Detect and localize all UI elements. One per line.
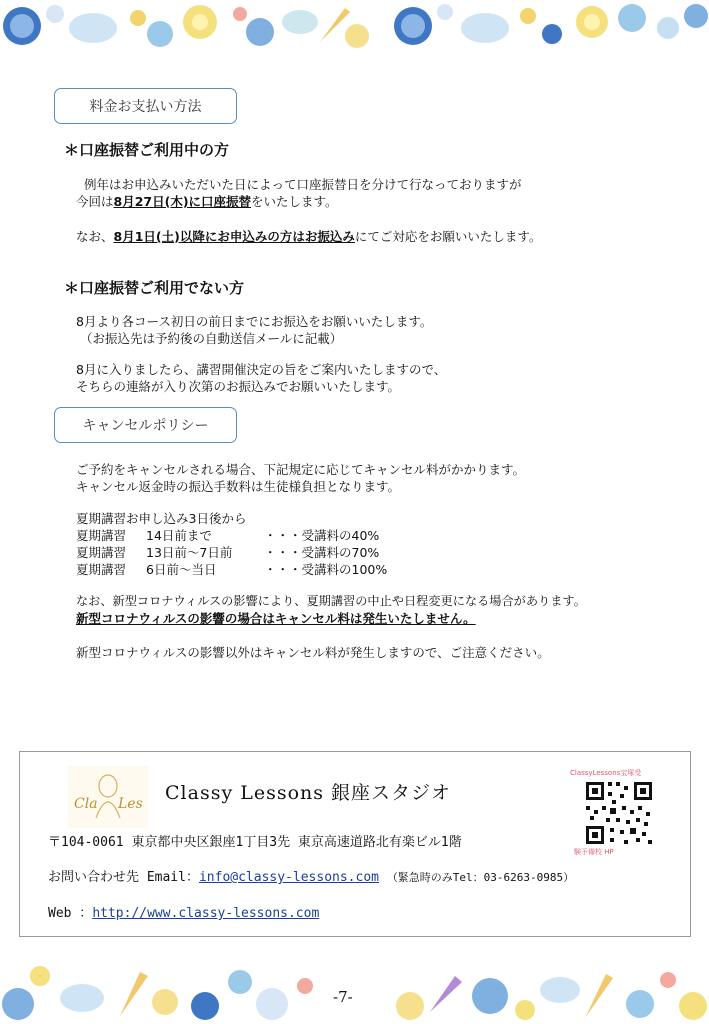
transfer-deadline-emphasis: 8月1日(土)以降にお申込みの方はお振込み: [113, 229, 355, 244]
logo-text-left: Cla: [74, 796, 98, 812]
studio-name: Classy Lessons 銀座スタジオ: [165, 782, 452, 804]
shell-illustrations: [3, 4, 708, 48]
paragraph-a1: 例年はお申込みいただいた日によって口座振替日を分けて行なっておりますが: [84, 177, 522, 192]
contact-line: [48, 866, 574, 885]
decorative-seashell-band-bottom: [0, 966, 709, 1024]
web-line: [48, 902, 319, 921]
cancel-policy-label: キャンセルポリシー: [82, 418, 209, 434]
cancel-row: 夏期講習 13日前～7日前 ・・・受講料の70%: [76, 545, 380, 560]
cancel-paragraph-2: キャンセル返金時の振込手数料は生徒様負担となります。: [76, 479, 401, 494]
emergency-tel: （緊急時のみTel：03-6263-0985）: [386, 871, 575, 884]
web-label: Web ：: [48, 906, 93, 921]
cancel-row: 夏期講習 14日前まで ・・・受講料の40%: [76, 528, 380, 543]
website-link[interactable]: http://www.classy-lessons.com: [92, 906, 320, 921]
paragraph-b4: そちらの連絡が入り次第のお振込みでお願いいたします。: [76, 379, 401, 394]
corona-note-1: なお、新型コロナウィルスの影響により、夏期講習の中止や日程変更になる場合があります。: [76, 594, 586, 608]
corona-note-2: 新型コロナウィルスの影響の場合はキャンセル料は発生いたしません。: [76, 611, 476, 626]
qr-caption-side: 験予備校 HP: [574, 848, 614, 856]
payment-method-label: 料金お支払い方法: [89, 99, 202, 115]
cancel-policy-label-box: [54, 407, 237, 443]
qr-code[interactable]: [566, 766, 676, 858]
debit-date-emphasis: 8月27日(木)に口座振替: [113, 194, 252, 209]
paragraph-b3: 8月に入りましたら、講習開催決定の旨をご案内いたしますので、: [76, 362, 447, 377]
decorative-seashell-band-top: [0, 0, 709, 56]
cancel-row: 夏期講習 6日前～当日 ・・・受講料の100%: [76, 562, 388, 577]
studio-contact-card: [19, 751, 691, 937]
email-link[interactable]: info@classy-lessons.com: [198, 870, 379, 885]
paragraph-b2: （お振込先は予約後の自動送信メールに記載）: [80, 331, 343, 346]
shell-illustrations: [2, 966, 707, 1020]
studio-address: 〒104-0061 東京都中央区銀座1丁目3先 東京高速道路北有楽ビル1階: [48, 835, 462, 850]
cancel-paragraph-1: ご予約をキャンセルされる場合、下記規定に応じてキャンセル料がかかります。: [76, 462, 526, 477]
paragraph-b1: 8月より各コース初日の前日までにお振込をお願いいたします。: [76, 314, 433, 329]
payment-method-label-box: [54, 88, 237, 124]
qr-caption-top: ClassyLessons宝塚受: [570, 769, 642, 777]
heading-non-bank-transfer-users: ＊口座振替ご利用でない方: [64, 279, 245, 297]
cancel-list-title: 夏期講習お申し込み3日後から: [76, 511, 247, 526]
paragraph-a2: 今回は8月27日(木)に口座振替をいたします。: [76, 194, 338, 209]
classy-lessons-logo: [68, 766, 148, 828]
page-number: -7-: [333, 988, 353, 1006]
paragraph-a3: なお、8月1日(土)以降にお申込みの方はお振込みにてご対応をお願いいたします。: [76, 229, 542, 244]
logo-text-right: Les: [118, 796, 143, 812]
contact-label: お問い合わせ先 Email：: [48, 870, 199, 885]
corona-note-3: 新型コロナウィルスの影響以外はキャンセル料が発生しますので、ご注意ください。: [76, 645, 550, 660]
heading-bank-transfer-users: ＊口座振替ご利用中の方: [64, 141, 230, 159]
